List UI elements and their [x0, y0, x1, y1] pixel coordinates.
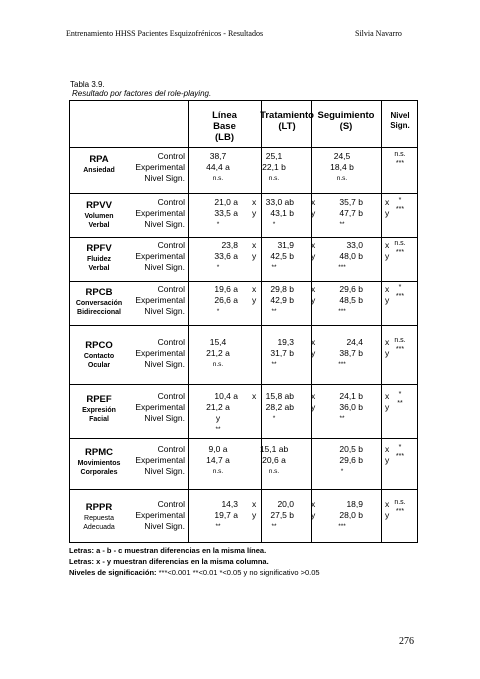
cell-lt: 15,8 ab x 28,2 ab y *	[265, 391, 316, 422]
cell-nivel: n.s. ***	[394, 499, 406, 515]
running-header-left: Entrenamiento HHSS Pacientes Esquizofrénicos - Resultados	[66, 29, 264, 38]
cell-nivel: * ***	[395, 444, 405, 460]
row-divider	[70, 281, 417, 282]
row-group-labels: Control Experimental Nivel Sign.	[135, 240, 185, 272]
row-group-labels: Control Experimental Nivel Sign.	[135, 499, 185, 531]
cell-lb: 23,8 x 33,6 a y *	[214, 240, 257, 271]
cell-nivel: * **	[397, 391, 403, 407]
row-factor-name: RPMC Movimientos Corporales	[77, 447, 121, 476]
row-factor-name: RPCO Contacto Ocular	[83, 340, 115, 369]
cell-lt: 15,1 ab 20,6 a n.s.	[259, 444, 289, 475]
cell-nivel: n.s. ***	[394, 337, 406, 353]
row-divider	[70, 489, 417, 490]
cell-nivel: n.s. ***	[394, 151, 406, 167]
results-table	[69, 100, 418, 543]
row-factor-name: RPEF Expresión Facial	[82, 394, 116, 423]
cell-lb: 9,0 a 14,7 a n.s.	[206, 444, 230, 475]
column-header-lt: Tratamiento (LT)	[260, 110, 314, 132]
row-group-labels: Control Experimental Nivel Sign.	[135, 197, 185, 229]
column-header-lb: Línea Base (LB)	[212, 110, 237, 143]
row-group-labels: Control Experimental Nivel Sign.	[135, 151, 185, 183]
row-divider	[70, 325, 417, 326]
cell-s: 35,7 b x 47,7 b y **	[339, 197, 390, 228]
cell-s: 20,5 b x 29,6 b y *	[339, 444, 390, 475]
cell-lt: 20,0 x 27,5 b y **	[270, 499, 316, 530]
row-factor-name: RPPR Repuesta Adecuada	[83, 502, 115, 531]
column-header-nivel: Nivel Sign.	[390, 111, 410, 130]
row-divider	[70, 438, 417, 439]
table-caption-subtitle: Resultado por factores del role-playing.	[72, 89, 212, 98]
running-header-right: Silvia Navarro	[355, 29, 402, 38]
cell-s: 24,5 18,4 b n.s.	[330, 151, 354, 182]
row-group-labels: Control Experimental Nivel Sign.	[135, 444, 185, 476]
page-number: 276	[399, 636, 414, 647]
cell-lt: 33,0 ab x 43,1 b y *	[265, 197, 316, 228]
row-divider	[70, 237, 417, 238]
footnote-line: Niveles de significación: ***<0.001 **<0.01 *<0.05 y no significativo >0.05	[69, 568, 320, 577]
row-group-labels: Control Experimental Nivel Sign.	[135, 391, 185, 423]
table-caption-title: Tabla 3.9.	[70, 80, 105, 89]
cell-s: 24,1 b x 36,0 b y **	[339, 391, 390, 422]
cell-lb: 14,3 x 19,7 a y **	[214, 499, 257, 530]
row-divider	[70, 384, 417, 385]
cell-nivel: n.s. ***	[394, 240, 406, 256]
column-header-s: Seguimiento (S)	[317, 110, 375, 132]
row-divider	[70, 193, 417, 194]
row-factor-name: RPCB Conversación Bidireccional	[75, 287, 123, 316]
footnote-line: Letras: a - b - c muestran diferencias en la misma línea.	[69, 546, 267, 555]
cell-lb: 19,6 a x 26,6 a y *	[214, 284, 257, 315]
footnote-line: Letras: x - y muestran diferencias en la misma columna.	[69, 557, 269, 566]
row-factor-name: RPVV Volumen Verbal	[84, 200, 114, 229]
row-factor-name: RPA Ansiedad	[83, 154, 115, 174]
cell-lb: 38,7 44,4 a n.s.	[206, 151, 230, 182]
cell-lt: 25,1 22,1 b n.s.	[262, 151, 286, 182]
cell-lb: 15,4 21,2 a n.s.	[206, 337, 230, 368]
cell-s: 29,6 b x 48,5 b y ***	[338, 284, 390, 315]
cell-lb: 10,4 a x 21,2 a y **	[206, 391, 257, 433]
cell-nivel: * ***	[395, 284, 405, 300]
cell-s: 18,9 x 28,0 b y ***	[338, 499, 390, 530]
row-divider	[70, 147, 417, 148]
row-group-labels: Control Experimental Nivel Sign.	[135, 337, 185, 369]
cell-lt: 31,9 x 42,5 b y **	[270, 240, 316, 271]
row-factor-name: RPFV Fluidez Verbal	[86, 243, 112, 272]
row-group-labels: Control Experimental Nivel Sign.	[135, 284, 185, 316]
cell-lb: 21,0 a x 33,5 a y *	[214, 197, 257, 228]
cell-s: 33,0 x 48,0 b y ***	[338, 240, 390, 271]
column-divider	[311, 101, 312, 542]
column-divider	[188, 101, 189, 542]
cell-s: 24,4 x 38,7 b y ***	[338, 337, 390, 368]
cell-nivel: * ***	[395, 197, 405, 213]
cell-lt: 19,3 x 31,7 b y **	[270, 337, 316, 368]
cell-lt: 29,8 b x 42,9 b y **	[270, 284, 316, 315]
